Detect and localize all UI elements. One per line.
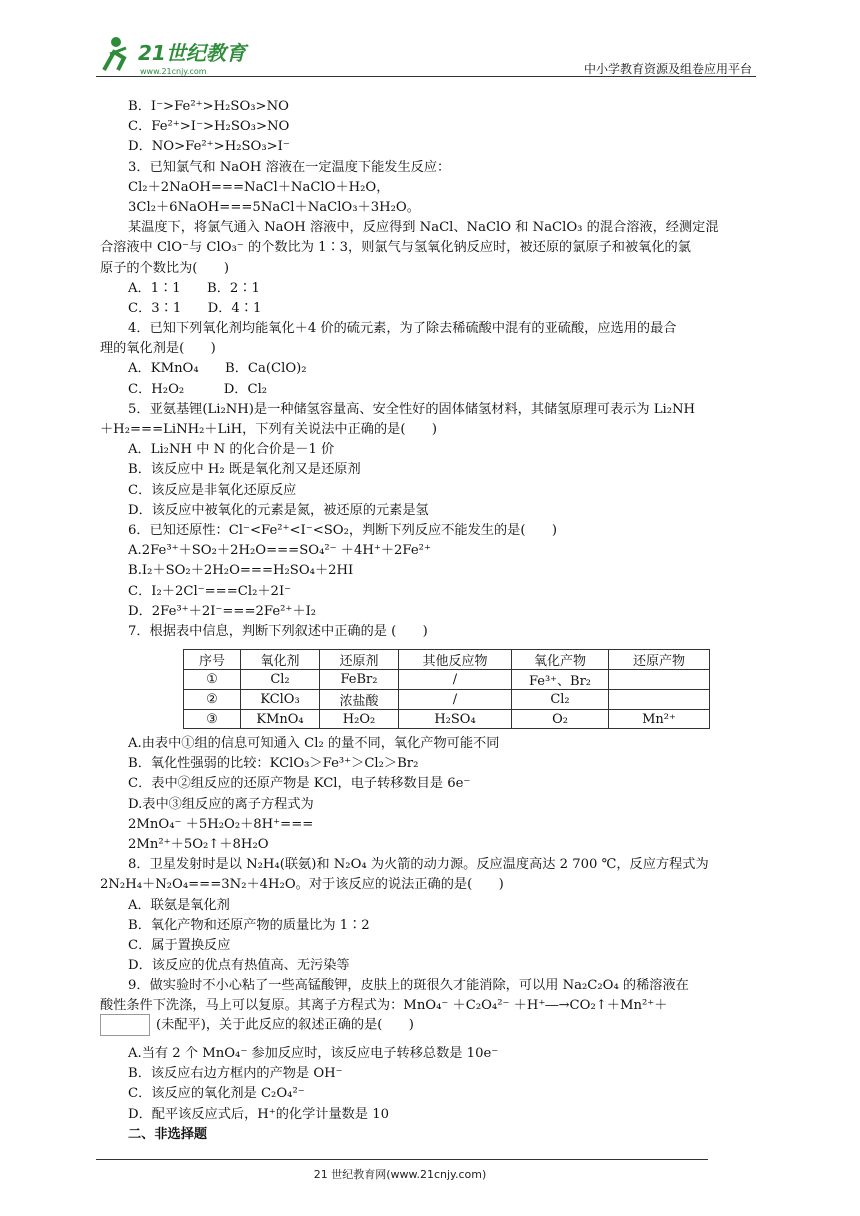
text-line: ＋H₂===LiNH₂＋LiH，下列有关说法中正确的是( )	[100, 422, 438, 437]
text-line: D．该反应中被氧化的元素是氮，被还原的元素是氢	[128, 502, 429, 518]
text-line: B．该反应右边方框内的产物是 OH⁻	[128, 1066, 343, 1082]
table-row	[184, 690, 710, 710]
text-line: A．KMnO₄ B．Ca(ClO)₂	[128, 361, 307, 377]
table-row	[184, 670, 710, 690]
page-header	[96, 30, 756, 78]
info-table	[183, 649, 710, 729]
table-cell	[609, 670, 710, 690]
table-cell: H₂SO₄	[399, 710, 512, 729]
table-cell: Cl₂	[241, 670, 320, 690]
q9-tail-line	[128, 1014, 768, 1034]
table-row	[184, 710, 710, 729]
text-line: 2MnO₄⁻ ＋5H₂O₂＋8H⁺===	[128, 816, 314, 832]
table-cell: 浓盐酸	[320, 690, 399, 710]
text-line: C．H₂O₂ D．Cl₂	[128, 381, 268, 397]
table-header-cell: 还原产物	[609, 650, 710, 670]
text-line: 2Mn²⁺＋5O₂↑＋8H₂O	[128, 836, 269, 852]
table-cell: ③	[184, 710, 241, 729]
table-header-cell: 其他反应物	[399, 650, 512, 670]
text-line: 8．卫星发射时是以 N₂H₄(联氨)和 N₂O₄ 为火箭的动力源。反应温度高达 2 700 ℃，反应方程式为	[128, 857, 709, 873]
text-line: 5．亚氨基锂(Li₂NH)是一种储氢容量高、安全性好的固体储氢材料，其储氢原理可表示为 Li₂NH	[128, 401, 696, 417]
table-cell: FeBr₂	[320, 670, 399, 690]
answer-blank-box	[100, 1014, 150, 1036]
question-text-block-2	[100, 734, 768, 1017]
q9-tail-text: (未配平)，关于此反应的叙述正确的是( )	[156, 1017, 414, 1033]
text-line: B.I₂＋SO₂＋2H₂O===H₂SO₄＋2HI	[128, 563, 354, 579]
table-header-cell: 序号	[184, 650, 241, 670]
text-line: B．I⁻>Fe²⁺>H₂SO₃>NO	[128, 99, 289, 114]
table-header-cell: 氧化产物	[512, 650, 609, 670]
table-cell: /	[399, 670, 512, 690]
text-line: C．I₂＋2Cl⁻===Cl₂＋2I⁻	[128, 583, 292, 599]
text-line: B．氧化性强弱的比较：KClO₃＞Fe³⁺＞Cl₂＞Br₂	[128, 756, 419, 772]
text-line: 9．做实验时不小心粘了一些高锰酸钾，皮肤上的斑很久才能消除，可以用 Na₂C₂O₄ 的稀溶液在	[128, 978, 689, 994]
text-line: A．Li₂NH 中 N 的化合价是－1 价	[128, 442, 335, 458]
text-line: A．联氨是氧化剂	[128, 897, 230, 913]
table-cell: KMnO₄	[241, 710, 320, 729]
table-cell: /	[399, 690, 512, 710]
text-line: 4．已知下列氧化剂均能氧化＋4 价的硫元素，为了除去稀硫酸中混有的亚硫酸，应选用的最合	[128, 321, 677, 337]
table-header-cell: 还原剂	[320, 650, 399, 670]
text-line: A.由表中①组的信息可知通入 Cl₂ 的量不同，氧化产物可能不同	[128, 736, 500, 751]
footer-divider	[96, 1159, 708, 1160]
table-cell: KClO₃	[241, 690, 320, 710]
text-line: 原子的个数比为( )	[100, 260, 229, 276]
header-platform-text: 中小学教育资源及组卷应用平台	[583, 62, 752, 76]
text-line: C．表中②组反应的还原产物是 KCl，电子转移数目是 6e⁻	[128, 776, 471, 792]
text-line: 3Cl₂＋6NaOH===5NaCl＋NaClO₃＋3H₂O。	[128, 199, 420, 215]
text-line: 6．已知还原性：Cl⁻<Fe²⁺<I⁻<SO₂，判断下列反应不能发生的是( )	[128, 522, 558, 538]
question-text-block	[100, 97, 768, 642]
text-line: 7．根据表中信息，判断下列叙述中正确的是 ( )	[128, 623, 428, 639]
table-cell: Fe³⁺、Br₂	[512, 670, 609, 690]
question-text-block-3	[128, 1044, 768, 1125]
text-line: D.表中③组反应的离子方程式为	[128, 796, 314, 812]
page-footer: 21 世纪教育网(www.21cnjy.com)	[313, 1168, 487, 1181]
table-cell: H₂O₂	[320, 710, 399, 729]
text-line: B．氧化产物和还原产物的质量比为 1∶2	[128, 917, 370, 933]
logo-url: www.21cnjy.com	[140, 67, 207, 76]
text-line: 3．已知氯气和 NaOH 溶液在一定温度下能发生反应：	[128, 159, 451, 175]
table-cell	[609, 690, 710, 710]
text-line: 合溶液中 ClO⁻与 ClO₃⁻ 的个数比为 1∶3，则氯气与氢氧化钠反应时，被还原的氯原子和被氧化的氯	[100, 240, 691, 256]
text-line: Cl₂＋2NaOH===NaCl＋NaClO＋H₂O，	[128, 179, 390, 195]
table-cell: Cl₂	[512, 690, 609, 710]
text-line: C．该反应是非氧化还原反应	[128, 482, 297, 498]
text-line: B．该反应中 H₂ 既是氧化剂又是还原剂	[128, 462, 361, 478]
table-cell: O₂	[512, 710, 609, 729]
table-header-row	[184, 650, 710, 670]
text-line: D．该反应的优点有热值高、无污染等	[128, 958, 350, 974]
table-cell: ①	[184, 670, 241, 690]
text-line: A.当有 2 个 MnO₄⁻ 参加反应时，该反应电子转移总数是 10e⁻	[128, 1046, 499, 1061]
table-header-cell: 氧化剂	[241, 650, 320, 670]
section-heading: 二、非选择题	[128, 1127, 208, 1142]
text-line: C．3∶1 D．4∶1	[128, 300, 262, 316]
table-body	[184, 670, 710, 729]
site-logo	[96, 30, 266, 78]
text-line: 酸性条件下洗涤，马上可以复原。其离子方程式为：MnO₄⁻ ＋C₂O₄²⁻ ＋H⁺―→CO₂↑＋Mn²⁺＋	[100, 998, 668, 1014]
header-divider	[96, 76, 756, 77]
text-line: A．1∶1 B．2∶1	[128, 280, 260, 296]
text-line: C．Fe²⁺>I⁻>H₂SO₃>NO	[128, 119, 290, 135]
section-heading-wrap	[128, 1125, 768, 1145]
text-line: C．属于置换反应	[128, 937, 231, 953]
text-line: C．该反应的氧化剂是 C₂O₄²⁻	[128, 1086, 305, 1102]
text-line: 某温度下，将氯气通入 NaOH 溶液中，反应得到 NaCl、NaClO 和 NaClO₃ 的混合溶液，经测定混	[128, 220, 719, 236]
text-line: 2N₂H₄＋N₂O₄===3N₂＋4H₂O。对于该反应的说法正确的是( )	[100, 877, 504, 893]
text-line: D．2Fe³⁺＋2I⁻===2Fe²⁺＋I₂	[128, 603, 317, 619]
logo-text: 21世纪教育	[138, 41, 246, 65]
text-line: D．配平该反应式后，H⁺的化学计量数是 10	[128, 1106, 390, 1122]
text-line: D．NO>Fe²⁺>H₂SO₃>I⁻	[128, 139, 290, 155]
text-line: 理的氧化剂是( )	[100, 341, 216, 357]
table-cell: Mn²⁺	[609, 710, 710, 729]
text-line: A.2Fe³⁺＋SO₂＋2H₂O===SO₄²⁻ ＋4H⁺＋2Fe²⁺	[128, 543, 431, 559]
table-cell: ②	[184, 690, 241, 710]
